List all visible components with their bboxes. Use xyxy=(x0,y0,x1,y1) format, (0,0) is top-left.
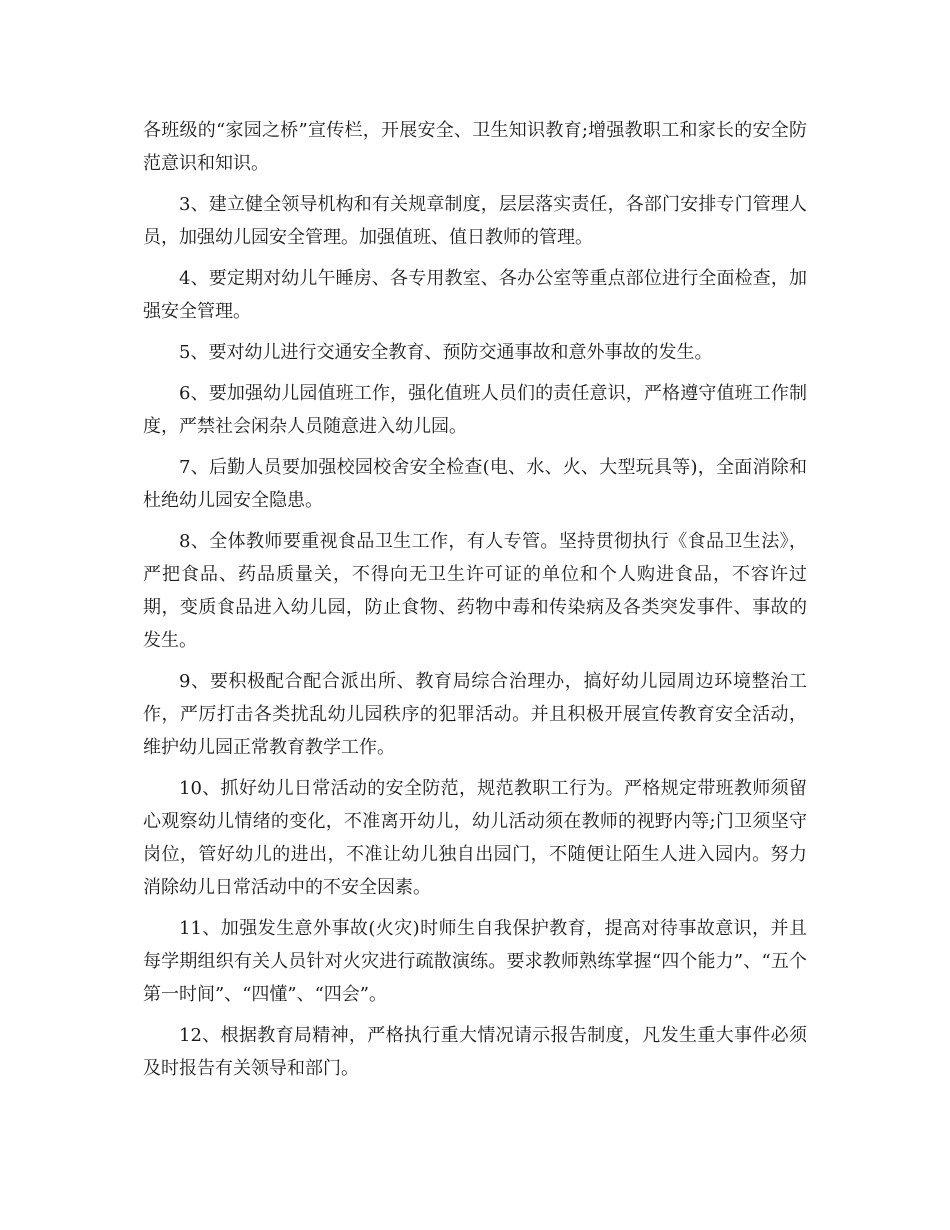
paragraph-continued: 各班级的“家园之桥”宣传栏，开展安全、卫生知识教育;增强教职工和家长的安全防范意识和知识。 xyxy=(143,120,807,174)
paragraph-item-4: 4、要定期对幼儿午睡房、各专用教室、各办公室等重点部位进行全面检查，加强安全管理。 xyxy=(143,268,807,322)
paragraph-item-3: 3、建立健全领导机构和有关规章制度，层层落实责任，各部门安排专门管理人员，加强幼儿园安全管理。加强值班、值日教师的管理。 xyxy=(143,194,807,248)
document-body xyxy=(143,114,807,1093)
paragraph-item-10: 10、抓好幼儿日常活动的安全防范，规范教职工行为。严格规定带班教师须留心观察幼儿情绪的变化，不准离开幼儿，幼儿活动须在教师的视野内等;门卫须坚守岗位，管好幼儿的进出，不准让幼儿独自出园门，不随便让陌生人进入园内。努力消除幼儿日常活动中的不安全因素。 xyxy=(143,778,807,898)
paragraph-item-8: 8、全体教师要重视食品卫生工作，有人专管。坚持贯彻执行《食品卫生法》，严把食品、药品质量关，不得向无卫生许可证的单位和个人购进食品，不容许过期，变质食品进入幼儿园，防止食物、药物中毒和传染病及各类突发事件、事故的发生。 xyxy=(143,531,807,651)
paragraph-item-7: 7、后勤人员要加强校园校舍安全检查(电、水、火、大型玩具等)，全面消除和杜绝幼儿园安全隐患。 xyxy=(143,457,807,511)
paragraph-item-11: 11、加强发生意外事故(火灾)时师生自我保护教育，提高对待事故意识，并且每学期组织有关人员针对火灾进行疏散演练。要求教师熟练掌握“四个能力”、“五个第一时间”、“四懂”、“四会”。 xyxy=(143,918,807,1005)
paragraph-item-9: 9、要积极配合配合派出所、教育局综合治理办，搞好幼儿园周边环境整治工作，严厉打击各类扰乱幼儿园秩序的犯罪活动。并且积极开展宣传教育安全活动，维护幼儿园正常教育教学工作。 xyxy=(143,671,807,758)
paragraph-item-6: 6、要加强幼儿园值班工作，强化值班人员们的责任意识，严格遵守值班工作制度，严禁社会闲杂人员随意进入幼儿园。 xyxy=(143,383,807,437)
paragraph-item-5: 5、要对幼儿进行交通安全教育、预防交通事故和意外事故的发生。 xyxy=(179,342,713,363)
paragraph-item-12: 12、根据教育局精神，严格执行重大情况请示报告制度，凡发生重大事件必须及时报告有关领导和部门。 xyxy=(143,1025,807,1079)
